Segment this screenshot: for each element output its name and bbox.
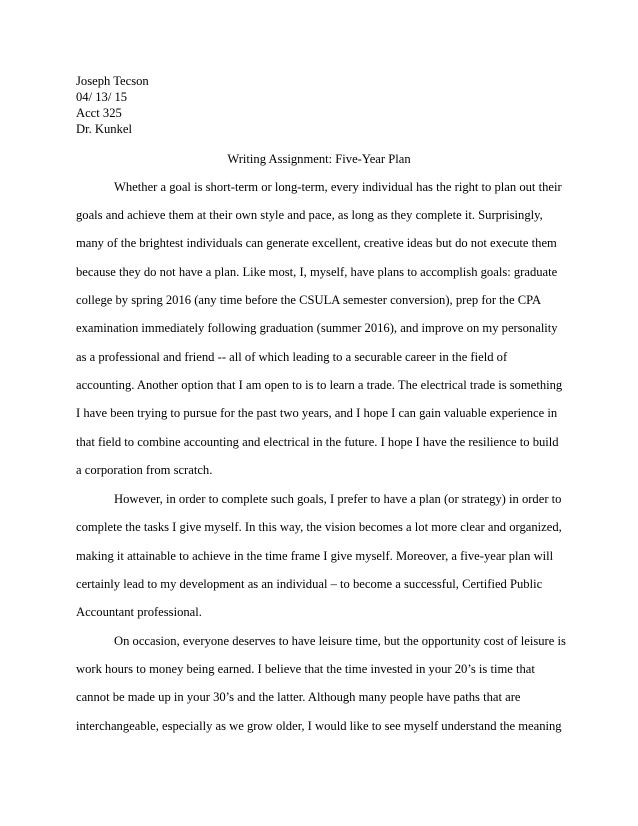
body-line: college by spring 2016 (any time before the CSULA semester conversion), prep for the CPA <box>76 293 542 307</box>
body-line: complete the tasks I give myself. In this way, the vision becomes a lot more clear and organized, <box>76 520 562 534</box>
body-line: certainly lead to my development as an individual – to become a successful, Certified Public <box>76 577 543 591</box>
body-line: that field to combine accounting and electrical in the future. I hope I have the resilience to build <box>76 435 559 449</box>
body-line: On occasion, everyone deserves to have leisure time, but the opportunity cost of leisure is <box>114 634 566 648</box>
body-line: examination immediately following graduation (summer 2016), and improve on my personality <box>76 321 558 335</box>
body-line: as a professional and friend -- all of which leading to a securable career in the field of <box>76 350 508 364</box>
course: Acct 325 <box>76 106 122 120</box>
body-line: a corporation from scratch. <box>76 463 213 477</box>
body-line: I have been trying to pursue for the past two years, and I hope I can gain valuable experience in <box>76 406 558 420</box>
body-line: making it attainable to achieve in the time frame I give myself. Moreover, a five-year plan will <box>76 549 554 563</box>
body-line: Whether a goal is short-term or long-term, every individual has the right to plan out their <box>114 180 562 194</box>
body-line: because they do not have a plan. Like most, I, myself, have plans to accomplish goals: graduate <box>76 265 558 279</box>
date: 04/ 13/ 15 <box>76 90 128 104</box>
body-line: However, in order to complete such goals, I prefer to have a plan (or strategy) in order to <box>114 492 562 506</box>
author-name: Joseph Tecson <box>76 74 149 88</box>
body-line: accounting. Another option that I am open to is to learn a trade. The electrical trade is something <box>76 378 563 392</box>
body-line: interchangeable, especially as we grow older, I would like to see myself understand the meaning <box>76 719 562 733</box>
body-line: Accountant professional. <box>76 605 202 619</box>
body-line: work hours to money being earned. I believe that the time invested in your 20’s is time that <box>76 662 535 676</box>
instructor: Dr. Kunkel <box>76 122 132 136</box>
body-line: goals and achieve them at their own style and pace, as long as they complete it. Surprisingly, <box>76 208 543 222</box>
document-title: Writing Assignment: Five-Year Plan <box>227 152 411 166</box>
body-line: many of the brightest individuals can generate excellent, creative ideas but do not execute them <box>76 236 557 250</box>
body-line: cannot be made up in your 30’s and the latter. Although many people have paths that are <box>76 690 521 704</box>
